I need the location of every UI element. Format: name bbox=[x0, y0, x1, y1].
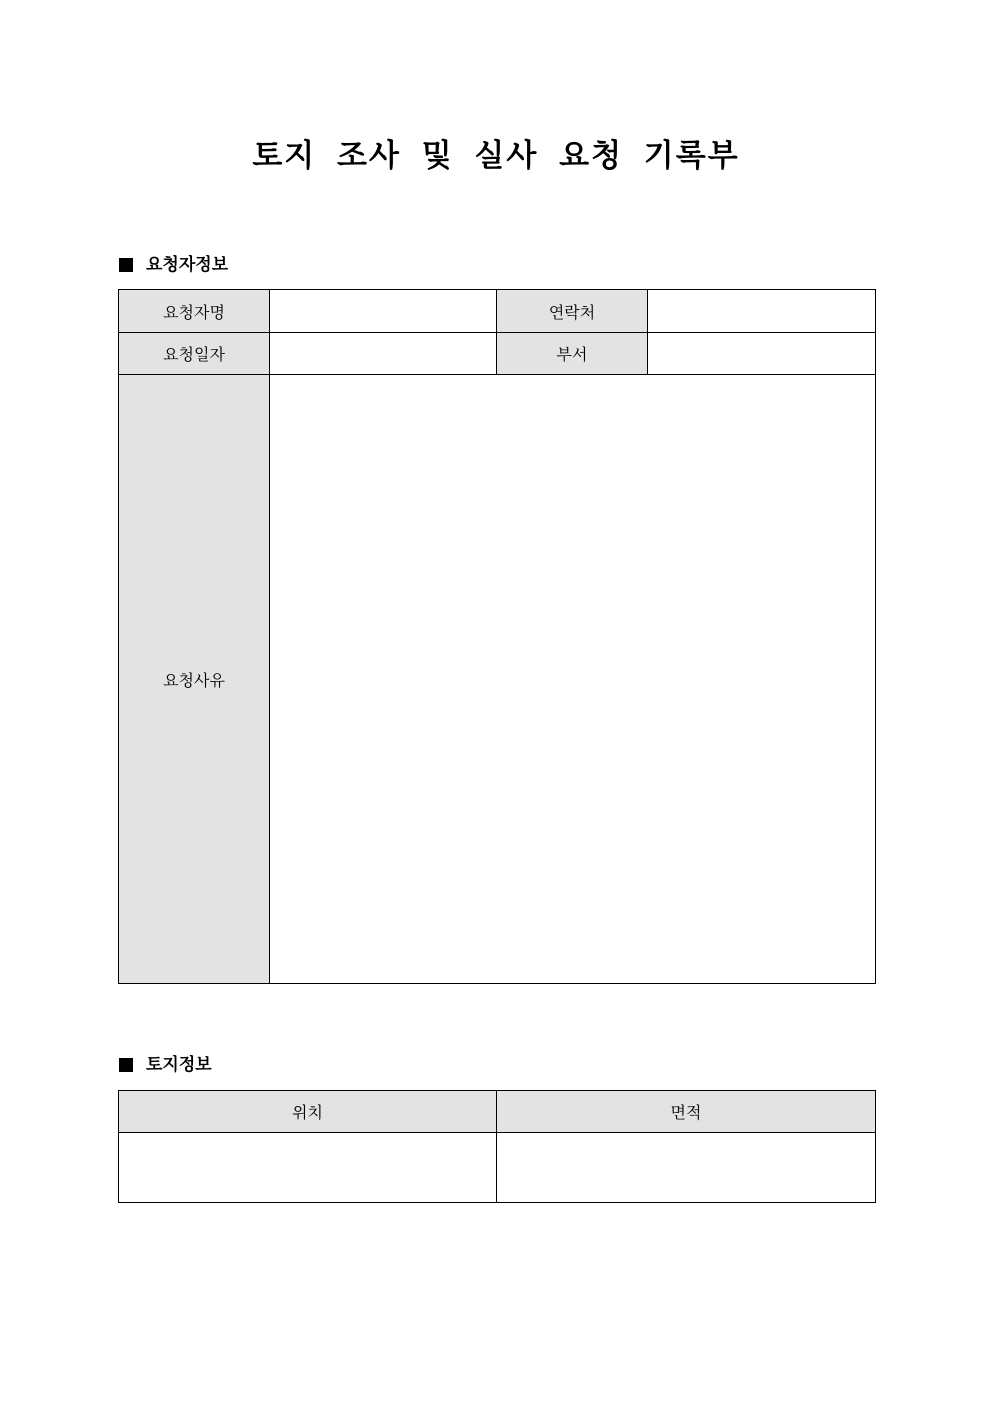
square-bullet-icon bbox=[119, 1058, 133, 1072]
area-field[interactable] bbox=[497, 1133, 876, 1203]
requester-section-title: 요청자정보 bbox=[146, 255, 229, 275]
contact-field[interactable] bbox=[648, 290, 876, 333]
requester-info-table bbox=[118, 289, 876, 984]
requester-section-heading bbox=[119, 253, 228, 277]
department-label: 부서 bbox=[497, 333, 648, 375]
location-field[interactable] bbox=[119, 1133, 497, 1203]
department-field[interactable] bbox=[648, 333, 876, 375]
location-column-header: 위치 bbox=[119, 1091, 497, 1133]
table-row bbox=[119, 1133, 876, 1203]
requester-name-label: 요청자명 bbox=[119, 290, 270, 333]
request-date-field[interactable] bbox=[270, 333, 497, 375]
land-section-heading bbox=[119, 1053, 212, 1077]
land-info-table bbox=[118, 1090, 876, 1203]
contact-label: 연락처 bbox=[497, 290, 648, 333]
land-section-title: 토지정보 bbox=[146, 1055, 212, 1075]
document-title: 토지 조사 및 실사 요청 기록부 bbox=[252, 138, 740, 174]
request-reason-field[interactable] bbox=[270, 375, 876, 984]
square-bullet-icon bbox=[119, 258, 133, 272]
request-reason-label: 요청사유 bbox=[119, 375, 270, 984]
requester-name-field[interactable] bbox=[270, 290, 497, 333]
request-date-label: 요청일자 bbox=[119, 333, 270, 375]
area-column-header: 면적 bbox=[497, 1091, 876, 1133]
